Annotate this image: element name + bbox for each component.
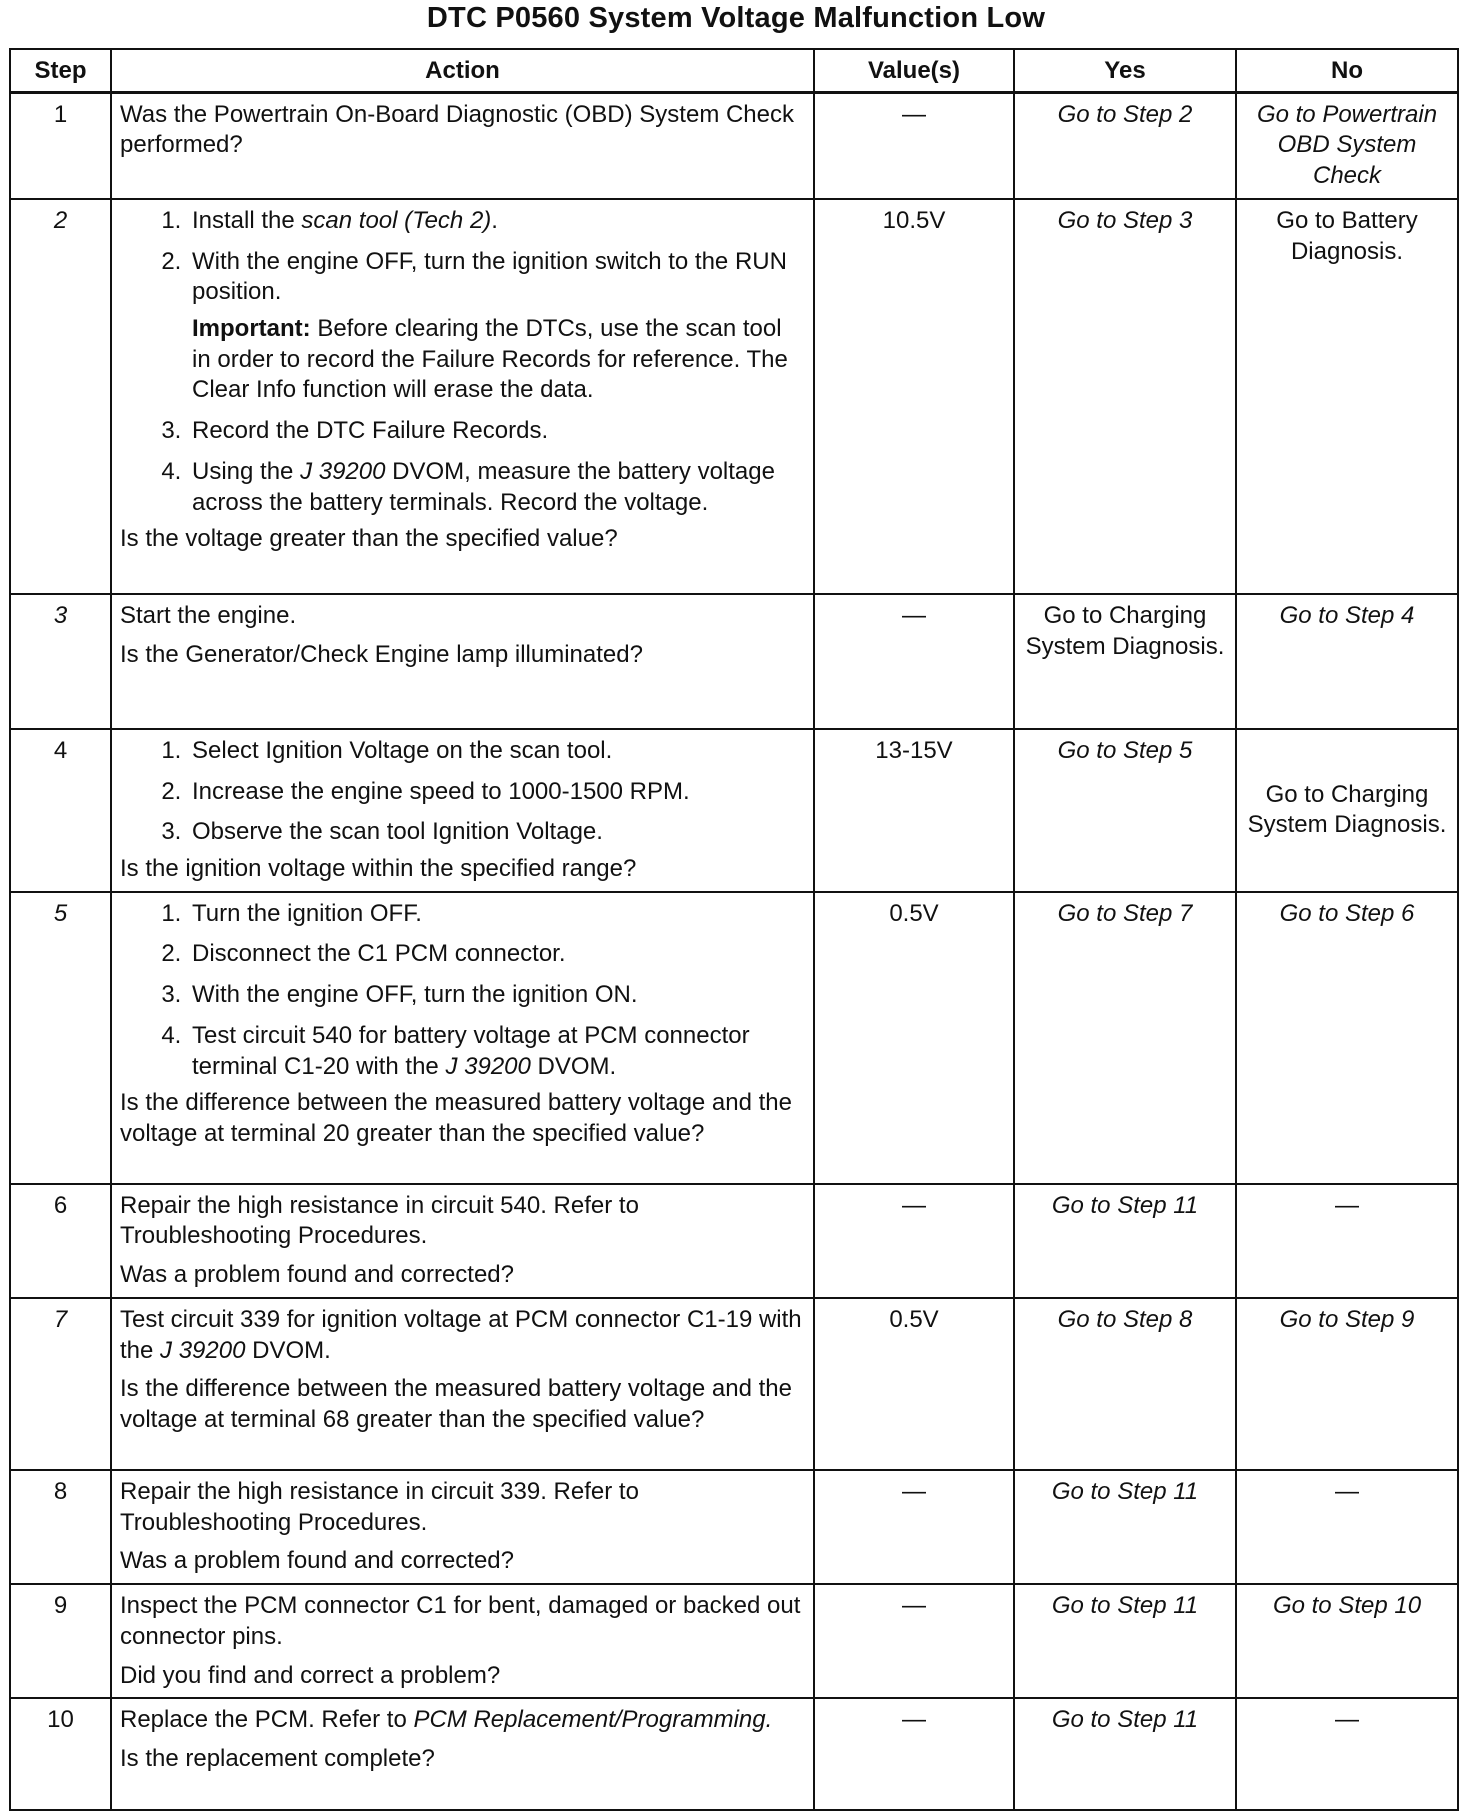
action-steps: [120, 736, 805, 848]
action-question: Is the difference between the measured battery voltage and the voltage at terminal 68 greater than the specified value?: [120, 1375, 792, 1434]
no-cell: —: [1236, 1698, 1458, 1810]
step-number: 4: [10, 729, 111, 892]
action-step: 1. Install the scan tool (Tech 2).: [188, 206, 805, 237]
action-step: 3. Record the DTC Failure Records.: [188, 416, 805, 447]
column-header-step: Step: [10, 49, 111, 92]
step-number: 3: [10, 594, 111, 729]
no-cell: Go to Powertrain OBD System Check: [1236, 92, 1458, 199]
no-cell: Go to Step 6: [1236, 892, 1458, 1184]
action-step: 2. Disconnect the C1 PCM connector.: [188, 939, 805, 970]
action-cell: [111, 1184, 814, 1298]
no-cell: —: [1236, 1470, 1458, 1584]
yes-cell: Go to Step 8: [1014, 1298, 1236, 1470]
important-note: Important: Before clearing the DTCs, use the scan tool in order to record the Failure Records for reference. The Clear Info function will erase the data.: [192, 315, 788, 404]
no-cell: Go to Step 10: [1236, 1584, 1458, 1698]
action-step: 3. Observe the scan tool Ignition Voltage.: [188, 817, 805, 848]
table-row: [10, 892, 1458, 1184]
action-question: Is the replacement complete?: [120, 1744, 435, 1772]
no-cell: Go to Step 4: [1236, 594, 1458, 729]
value-cell: 13-15V: [814, 729, 1014, 892]
value-cell: —: [814, 594, 1014, 729]
action-step: 1. Select Ignition Voltage on the scan tool.: [188, 736, 805, 767]
yes-cell: Go to Step 11: [1014, 1698, 1236, 1810]
table-row: [10, 729, 1458, 892]
no-cell: —: [1236, 1184, 1458, 1298]
step-number: 10: [10, 1698, 111, 1810]
table-row: [10, 1698, 1458, 1810]
action-question: Is the ignition voltage within the specified range?: [120, 855, 637, 883]
table-header-row: [10, 49, 1458, 92]
table-row: [10, 1184, 1458, 1298]
table-row: [10, 1470, 1458, 1584]
action-cell: [111, 892, 814, 1184]
yes-cell: Go to Step 2: [1014, 92, 1236, 199]
step-number: 6: [10, 1184, 111, 1298]
action-text: Repair the high resistance in circuit 540. Refer to Troubleshooting Procedures.: [120, 1191, 639, 1250]
step-number: 7: [10, 1298, 111, 1470]
column-header-action: Action: [111, 49, 814, 92]
table-row: [10, 1584, 1458, 1698]
diagnostic-table: [9, 48, 1459, 1811]
action-cell: [111, 1698, 814, 1810]
table-row: [10, 92, 1458, 199]
step-number: 8: [10, 1470, 111, 1584]
column-header-values: Value(s): [814, 49, 1014, 92]
action-cell: [111, 92, 814, 199]
action-text: Repair the high resistance in circuit 339. Refer to Troubleshooting Procedures.: [120, 1477, 639, 1536]
action-text: Inspect the PCM connector C1 for bent, damaged or backed out connector pins.: [120, 1592, 801, 1650]
no-cell: Go to Battery Diagnosis.: [1236, 199, 1458, 594]
action-step: 4. Test circuit 540 for battery voltage at PCM connector terminal C1-20 with the J 39200 DVOM.: [188, 1021, 805, 1082]
step-number: 5: [10, 892, 111, 1184]
action-question: Was a problem found and corrected?: [120, 1261, 514, 1289]
yes-cell: Go to Step 3: [1014, 199, 1236, 594]
action-text: Replace the PCM. Refer to PCM Replacement/Programming.: [120, 1706, 773, 1734]
action-text: Test circuit 339 for ignition voltage at PCM connector C1-19 with the J 39200 DVOM.: [120, 1305, 802, 1364]
action-question: Is the difference between the measured battery voltage and the voltage at terminal 20 greater than the specified value?: [120, 1089, 792, 1148]
table-row: [10, 199, 1458, 594]
action-step: 2. With the engine OFF, turn the ignition switch to the RUN position.: [188, 247, 805, 308]
action-step: 4. Using the J 39200 DVOM, measure the battery voltage across the battery terminals. Record the voltage.: [188, 457, 805, 518]
value-cell: —: [814, 1584, 1014, 1698]
action-steps: [120, 416, 805, 518]
action-steps: [120, 206, 805, 308]
table-row: [10, 594, 1458, 729]
action-question: Is the Generator/Check Engine lamp illuminated?: [120, 640, 643, 668]
step-number: 2: [10, 199, 111, 594]
action-cell: [111, 1470, 814, 1584]
value-cell: 0.5V: [814, 1298, 1014, 1470]
action-step: 3. With the engine OFF, turn the ignition ON.: [188, 980, 805, 1011]
action-question: Was a problem found and corrected?: [120, 1547, 514, 1575]
action-cell: [111, 594, 814, 729]
value-cell: —: [814, 92, 1014, 199]
action-question: Is the voltage greater than the specified value?: [120, 525, 618, 553]
value-cell: 0.5V: [814, 892, 1014, 1184]
action-step: 1. Turn the ignition OFF.: [188, 899, 805, 930]
yes-cell: Go to Step 11: [1014, 1184, 1236, 1298]
value-cell: —: [814, 1698, 1014, 1810]
action-cell: [111, 199, 814, 594]
yes-cell: Go to Step 5: [1014, 729, 1236, 892]
table-row: [10, 1298, 1458, 1470]
step-number: 1: [10, 92, 111, 199]
value-cell: —: [814, 1470, 1014, 1584]
action-cell: [111, 729, 814, 892]
value-cell: —: [814, 1184, 1014, 1298]
action-cell: [111, 1298, 814, 1470]
action-steps: [120, 899, 805, 1083]
yes-cell: Go to Step 11: [1014, 1470, 1236, 1584]
page-title: DTC P0560 System Voltage Malfunction Low: [426, 2, 1046, 34]
yes-cell: Go to Step 7: [1014, 892, 1236, 1184]
action-text: Start the engine.: [120, 601, 297, 629]
action-text: Was the Powertrain On-Board Diagnostic (OBD) System Check performed?: [120, 100, 795, 159]
action-step: 2. Increase the engine speed to 1000-1500 RPM.: [188, 777, 805, 808]
column-header-no: No: [1236, 49, 1458, 92]
yes-cell: Go to Charging System Diagnosis.: [1014, 594, 1236, 729]
no-cell: Go to Charging System Diagnosis.: [1236, 729, 1458, 892]
step-number: 9: [10, 1584, 111, 1698]
action-cell: [111, 1584, 814, 1698]
action-question: Did you find and correct a problem?: [120, 1661, 501, 1689]
value-cell: 10.5V: [814, 199, 1014, 594]
yes-cell: Go to Step 11: [1014, 1584, 1236, 1698]
no-cell: Go to Step 9: [1236, 1298, 1458, 1470]
column-header-yes: Yes: [1014, 49, 1236, 92]
